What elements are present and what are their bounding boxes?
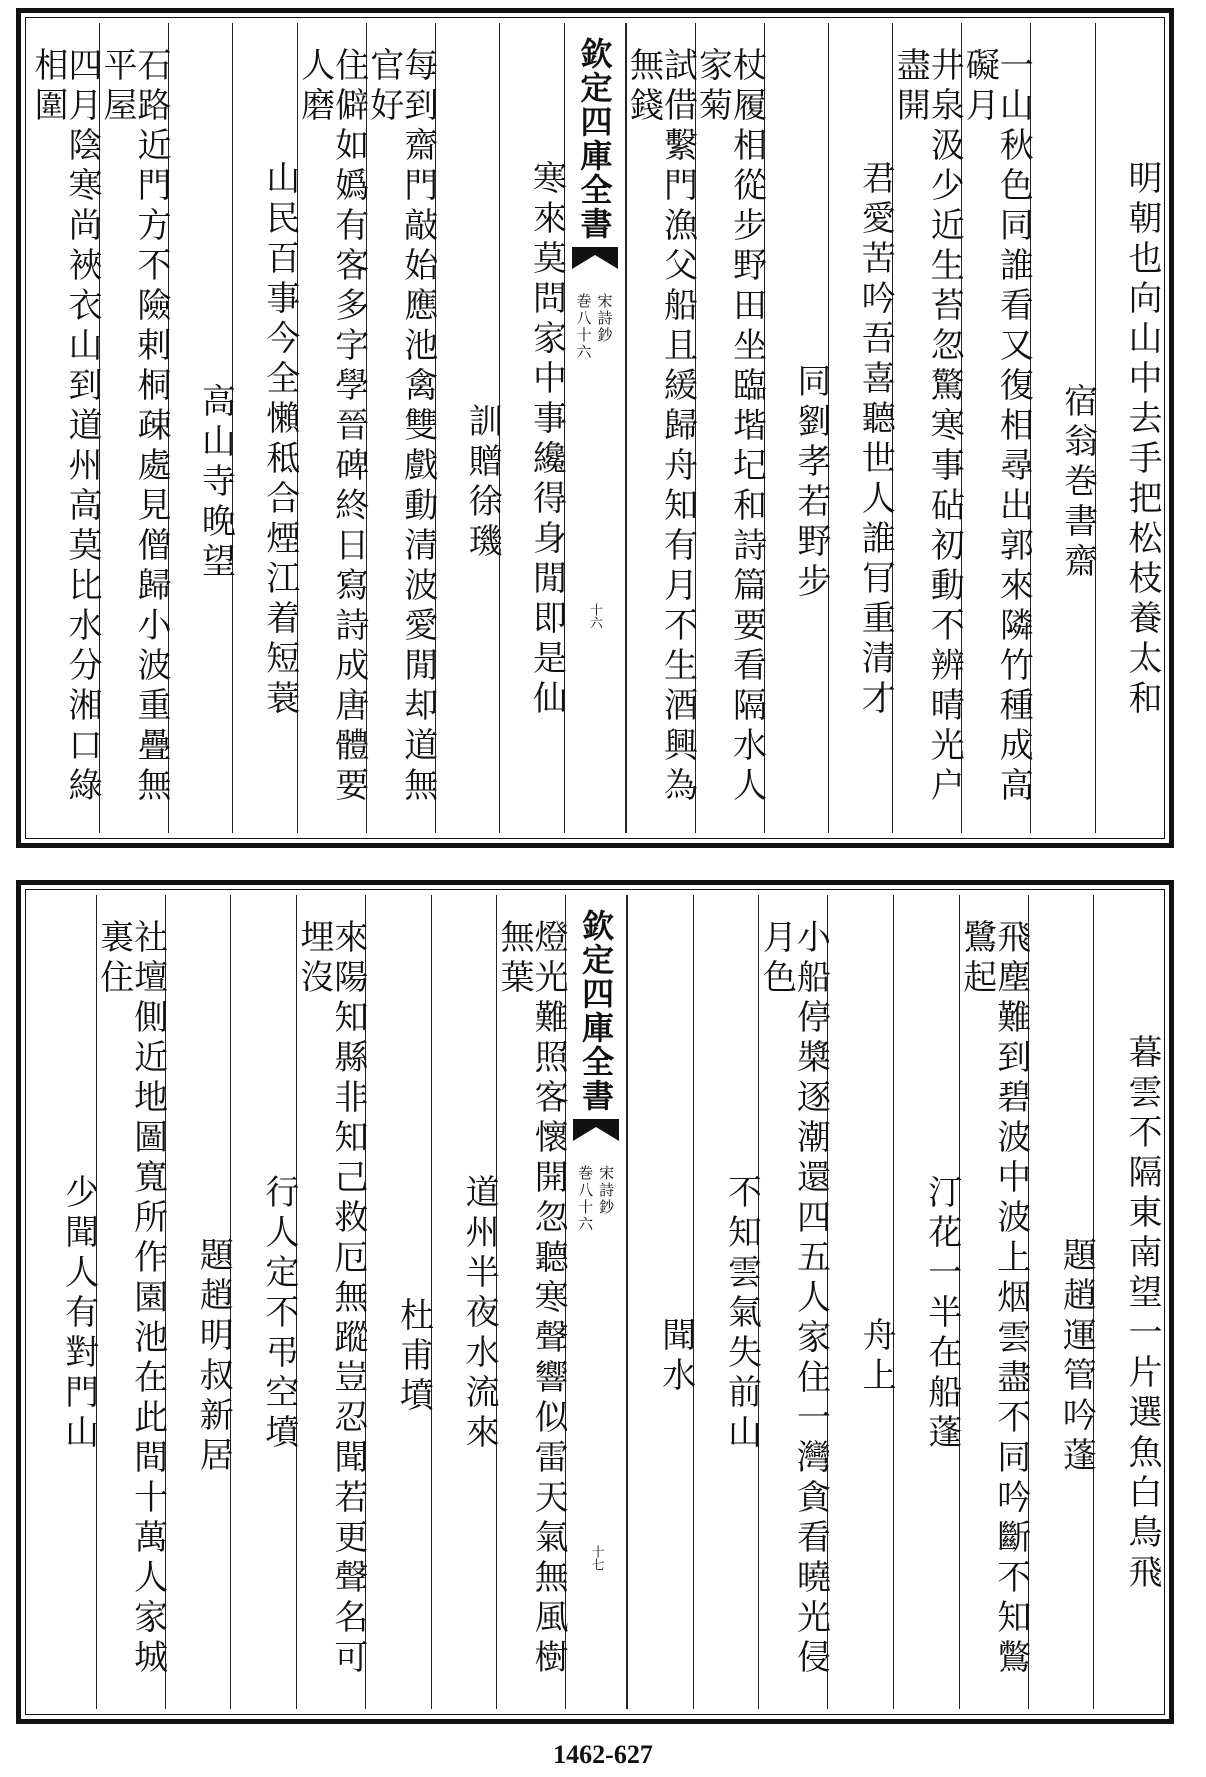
verse-column: 少聞人有對門山	[58, 1174, 99, 1454]
volume-number: 巻八十六	[574, 293, 593, 361]
verse-column: 每到齋門敲始應池禽雙戲動清波愛閒却道無官好	[366, 23, 435, 833]
verse-column: 山民百事今全懶秪合煙江着短蓑	[232, 23, 296, 833]
poem-title-column: 題趙明叔新居	[165, 895, 231, 1709]
verse-column: 一山秋色同誰看又復相尋出郭來隣竹種成高礙月	[961, 23, 1030, 833]
verse-column: 不知雲氣失前山	[693, 895, 759, 1709]
verse-column: 行人定不弔空墳	[230, 895, 296, 1709]
verse-column: 小船停槳逐潮還四五人家住一灣貪看曉光侵月色	[758, 895, 827, 1709]
verse-column: 汀花一半在船蓬	[893, 895, 959, 1709]
verse-column: 寒來莫問家中事纔得身閒即是仙	[499, 23, 563, 833]
bottom-text-columns	[31, 895, 1162, 1709]
collection-name: 宋詩鈔	[595, 293, 614, 344]
catalog-number: 1462-627	[553, 1740, 653, 1769]
verse-column: 住僻如嬀有客多字學晉碑終日寫詩成唐體要人磨	[297, 23, 366, 833]
verse-column: 社壇側近地圖寬所作園池在此間十萬人家城裏住	[96, 895, 165, 1709]
verse-column: 杖履相從步野田坐臨堦圮和詩篇要看隔水人家菊	[695, 23, 764, 833]
verse-column: 君愛苦吟吾喜聽世人誰肎重清才	[828, 23, 892, 833]
center-fold-column	[564, 23, 626, 833]
book-series-header: 欽定四庫全書	[577, 909, 616, 1113]
top-page-leaf	[16, 8, 1174, 848]
fishtail-ornament-icon	[573, 1119, 619, 1141]
leaf-page-number: 十七	[588, 1545, 604, 1571]
poem-title-column: 題趙運管吟蓬	[1028, 895, 1094, 1709]
collection-name: 宋詩鈔	[597, 1165, 616, 1216]
book-series-header: 欽定四庫全書	[575, 37, 614, 241]
volume-number: 巻八十六	[576, 1165, 595, 1233]
verse-column: 飛塵難到碧波中波上烟雲盡不同吟斷不知鷩鷺起	[959, 895, 1028, 1709]
poem-title-column: 訓贈徐璣	[435, 23, 499, 833]
verse-column: 石路近門方不險剌桐疎處見僧歸小波重疊無平屋	[99, 23, 168, 833]
verse-column: 來陽知縣非知己救厄無蹤豈忍聞若更聲名可埋沒	[296, 895, 365, 1709]
fishtail-ornament-icon	[572, 247, 618, 269]
bottom-page-leaf	[16, 880, 1174, 1724]
verse-column: 明朝也向山中去手把松枝養太和	[1095, 23, 1159, 833]
top-text-columns	[28, 23, 1162, 833]
verse-column: 試借繫門漁父船且緩歸舟知有月不生酒興為無錢	[626, 23, 695, 833]
verse-column: 暮雲不隔東南望一片選魚白鳥飛	[1093, 895, 1159, 1709]
leaf-page-number: 十六	[587, 603, 602, 629]
poem-title-column: 宿翁巻書齋	[1030, 23, 1094, 833]
verse-column: 四月陰寒尚裌衣山到道州高莫比水分湘口綠相圍	[28, 47, 102, 807]
poem-title-column: 同劉孝若野步	[764, 23, 828, 833]
poem-title-column: 聞水	[627, 895, 693, 1709]
verse-column: 井泉汲少近生苔忽驚寒事砧初動不辨晴光户盡開	[892, 23, 961, 833]
poem-title-column: 杜甫墳	[365, 895, 431, 1709]
poem-title-column: 舟上	[827, 895, 893, 1709]
collection-volume-label	[575, 1165, 617, 1233]
poem-title-column: 高山寺晚望	[168, 23, 232, 833]
verse-column: 道州半夜水流來	[431, 895, 497, 1709]
verse-column: 燈光難照客懷開忽聽寒聲響似雷天氣無風樹無葉	[496, 895, 565, 1709]
center-fold-column	[565, 895, 627, 1709]
collection-volume-label	[574, 293, 616, 361]
